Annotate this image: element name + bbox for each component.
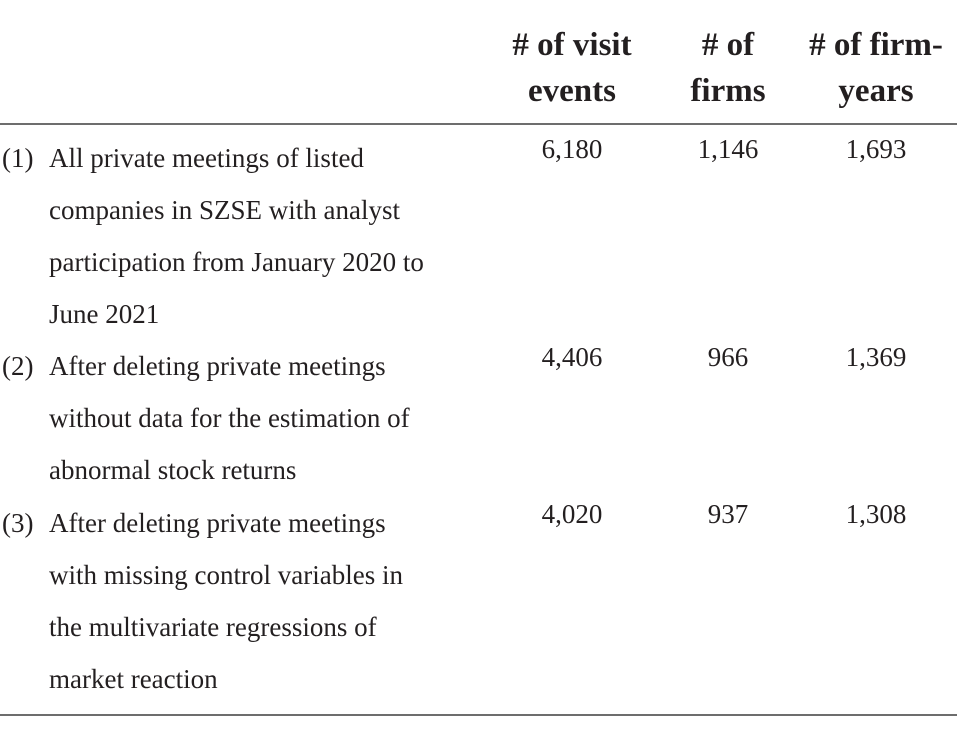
description-line: abnormal stock returns bbox=[49, 455, 297, 485]
cell-firms: 1,146 bbox=[697, 134, 759, 164]
bottom-rule bbox=[0, 714, 957, 716]
description-line: with missing control variables in bbox=[49, 560, 403, 590]
header-line: # of bbox=[701, 27, 755, 63]
description-line: the multivariate regressions of bbox=[49, 612, 377, 642]
description-line: companies in SZSE with analyst bbox=[49, 195, 400, 225]
description-line: After deleting private meetings bbox=[49, 508, 386, 538]
header-line: # of firm- bbox=[809, 27, 943, 63]
header-line: # of visit bbox=[512, 27, 632, 63]
cell-firm-years: 1,369 bbox=[845, 342, 907, 372]
cell-firms: 966 bbox=[707, 342, 749, 372]
description-line: market reaction bbox=[49, 664, 218, 694]
description-line: June 2021 bbox=[49, 299, 160, 329]
row-number: (3) bbox=[2, 508, 34, 538]
cell-visit-events: 4,020 bbox=[541, 499, 603, 529]
description-line: After deleting private meetings bbox=[49, 351, 386, 381]
header-firm-years bbox=[795, 22, 957, 114]
description-line: participation from January 2020 to bbox=[49, 247, 424, 277]
description-line: All private meetings of listed bbox=[49, 143, 364, 173]
header-firms bbox=[680, 22, 776, 114]
header-line: firms bbox=[690, 73, 766, 109]
header-line: events bbox=[528, 73, 616, 109]
cell-firm-years: 1,693 bbox=[845, 134, 907, 164]
header-visit-events bbox=[497, 22, 647, 114]
row-number: (1) bbox=[2, 143, 34, 173]
row-description bbox=[49, 340, 469, 496]
cell-visit-events: 4,406 bbox=[541, 342, 603, 372]
row-description bbox=[49, 497, 469, 705]
cell-firms: 937 bbox=[707, 499, 749, 529]
cell-firm-years: 1,308 bbox=[845, 499, 907, 529]
row-description bbox=[49, 132, 469, 340]
header-divider bbox=[0, 123, 957, 125]
cell-visit-events: 6,180 bbox=[541, 134, 603, 164]
description-line: without data for the estimation of bbox=[49, 403, 410, 433]
row-number: (2) bbox=[2, 351, 34, 381]
header-line: years bbox=[838, 73, 914, 109]
